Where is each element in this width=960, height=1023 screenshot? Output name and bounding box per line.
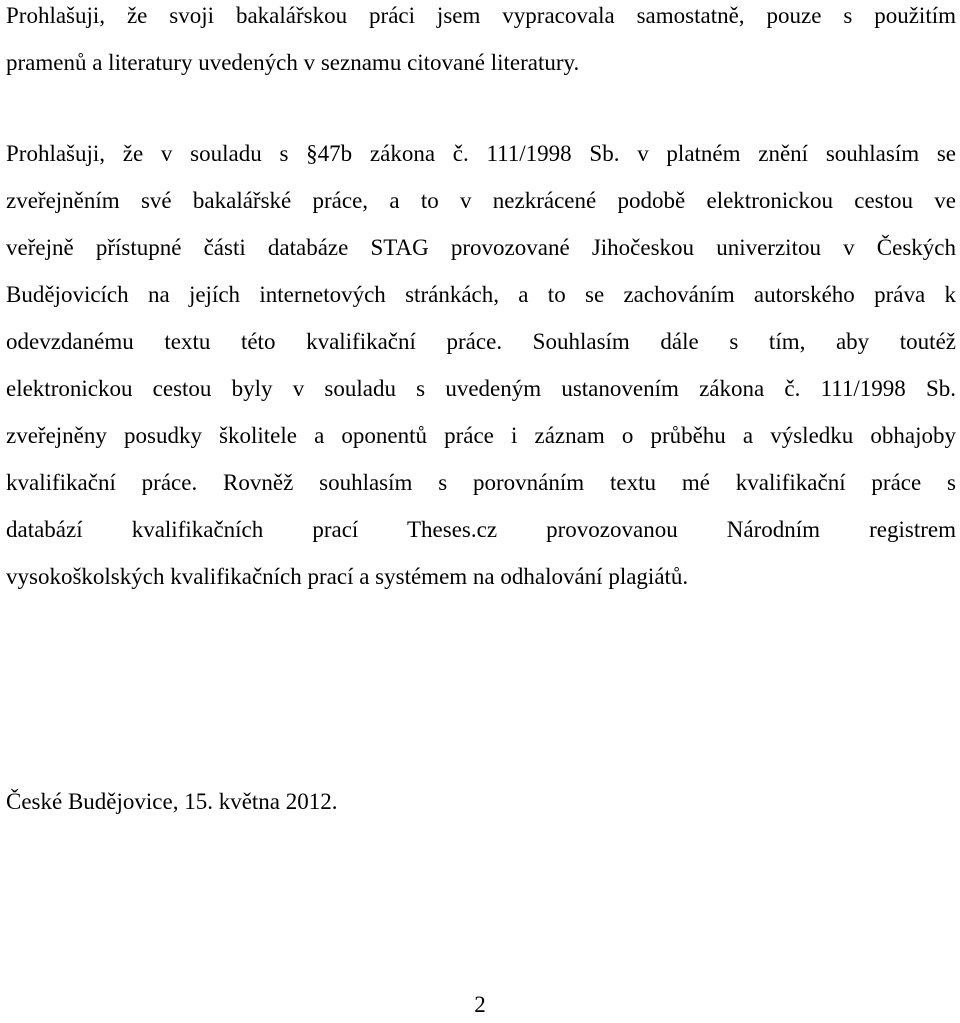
- declaration-paragraph-1: [6, 0, 956, 86]
- paragraph-2-line: Prohlašuji, že v souladu s §47b zákona č. 111/1998 Sb. v platném znění souhlasím se: [6, 141, 956, 166]
- paragraph-2-line: databází kvalifikačních prací Theses.cz provozovanou Národním registrem: [6, 517, 956, 542]
- paragraph-2-line: kvalifikační práce. Rovněž souhlasím s porovnáním textu mé kvalifikační práce s: [6, 470, 956, 495]
- paragraph-2-line: vysokoškolských kvalifikačních prací a systémem na odhalování plagiátů.: [6, 564, 689, 589]
- declaration-paragraph-2: [6, 130, 956, 600]
- page-number: 2: [474, 992, 486, 1017]
- paragraph-2-line: odevzdanému textu této kvalifikační práce. Souhlasím dále s tím, aby toutéž: [6, 329, 956, 354]
- paragraph-2-line: veřejně přístupné části databáze STAG provozované Jihočeskou univerzitou v Českých: [6, 235, 956, 260]
- place-and-date: České Budějovice, 15. května 2012.: [6, 789, 338, 814]
- paragraph-1-line: Prohlašuji, že svoji bakalářskou práci jsem vypracovala samostatně, pouze s použitím: [6, 3, 956, 28]
- paragraph-2-line: zveřejněny posudky školitele a oponentů práce i záznam o průběhu a výsledku obhajoby: [6, 423, 956, 448]
- paragraph-1-line: pramenů a literatury uvedených v seznamu citované literatury.: [6, 50, 580, 75]
- paragraph-2-line: elektronickou cestou byly v souladu s uvedeným ustanovením zákona č. 111/1998 Sb.: [6, 376, 956, 401]
- paragraph-2-line: zveřejněním své bakalářské práce, a to v nezkrácené podobě elektronickou cestou ve: [6, 188, 956, 213]
- paragraph-2-line: Budějovicích na jejích internetových stránkách, a to se zachováním autorského práva k: [6, 282, 956, 307]
